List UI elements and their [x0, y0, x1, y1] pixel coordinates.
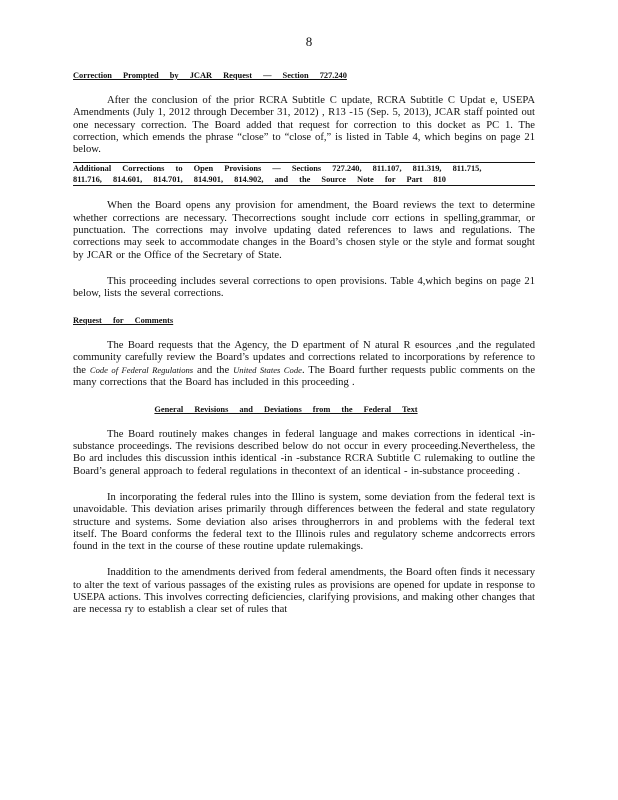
citation-cfr: Code of Federal Regulations [89, 365, 194, 376]
paragraph-incorporating-federal-rules: In incorporating the federal rules into the Illino is system, some deviation from the federal text is unavoidable. This deviation arises primarily through differences between the federal and state regulatory structure and systems. Some deviation also arises througherrors in and problems with the federal text itself. The Board conforms the federal text to the Illinois rules and regulatory scheme andcorrects errors found in the text in the course of these routine update rulemakings. [73, 491, 535, 553]
paragraph-board-opens-provision: When the Board opens any provision for amendment, the Board reviews the text to determine whether corrections are necessary. Thecorrections sought include corr ections in spelling,grammar, or punctuation. The corrections may involve updating dated references to laws and regulations. The corrections may seek to accommodate changes in the Board’s chosen style or the style and format sought by JCAR or the Office of the Secretary of State. [73, 200, 535, 261]
page-number: 8 [305, 34, 313, 49]
section-heading-general-revisions: General Revisions and Deviations from the Federal Text [154, 404, 418, 414]
document-body [73, 70, 535, 617]
heading-line-2: 811.716, 814.601, 814.701, 814.901, 814.902, and the Source Note for Part 810 [73, 175, 446, 185]
citation-usc: United States Code [233, 365, 302, 376]
paragraph-several-corrections: This proceeding includes several corrections to open provisions. Table 4,which begins on page 21 below, lists the several corrections. [73, 275, 535, 300]
paragraph-jcar-correction: After the conclusion of the prior RCRA Subtitle C update, RCRA Subtitle C Updat e, USEPA Amendments (July 1, 2012 through December 31, 2012) , R13 -15 (Sep. 5, 2013), JCAR staff pointed out one necessary correction. The Board added that request for correction to this docket as PC 1. The correction, which emends the phrase “close” to “close of,” is listed in Table 4, which begins on page 21 below. [73, 95, 535, 156]
text-span: The Board requests that the Agency, the D epartment of N atural R esources ,and the regulated community carefully review the Board’s updates and corrections related to incorporations by reference to the [73, 339, 535, 377]
section-heading-request-for-comments: Request for Comments [73, 315, 174, 325]
heading-line-1: Additional Corrections to Open Provisions — Sections 727.240, 811.107, 811.319, 811.715, [73, 164, 482, 174]
section-heading-additional-corrections [73, 162, 535, 186]
paragraph-amendments-derived: Inaddition to the amendments derived from federal amendments, the Board often finds it necessary to alter the text of various passages of the existing rules as provisions are opened for update in response to USEPA actions. This involves correcting deficiencies, clarifying provisions, and making other changes that are necessa ry to establish a clear set of rules that [73, 567, 535, 616]
text-span: . The Board further requests public comments on the many corrections that the Board has included in this proceeding . [73, 365, 536, 389]
paragraph-request-for-comments [73, 340, 535, 390]
section-heading-jcar-correction: Correction Prompted by JCAR Request — Section 727.240 [73, 71, 347, 80]
text-span: and the [197, 365, 230, 377]
paragraph-routine-changes: The Board routinely makes changes in federal language and makes corrections in identical -in-substance proceedings. The revisions described below do not occur in every proceeding.Nevertheless, the Bo ard includes this discussion inthis identical -in -substance RCRA Subtitle C rulemaking to outline the Board’s general approach to federal regulations in thecontext of an identical - in-substance proceeding . [73, 428, 535, 477]
